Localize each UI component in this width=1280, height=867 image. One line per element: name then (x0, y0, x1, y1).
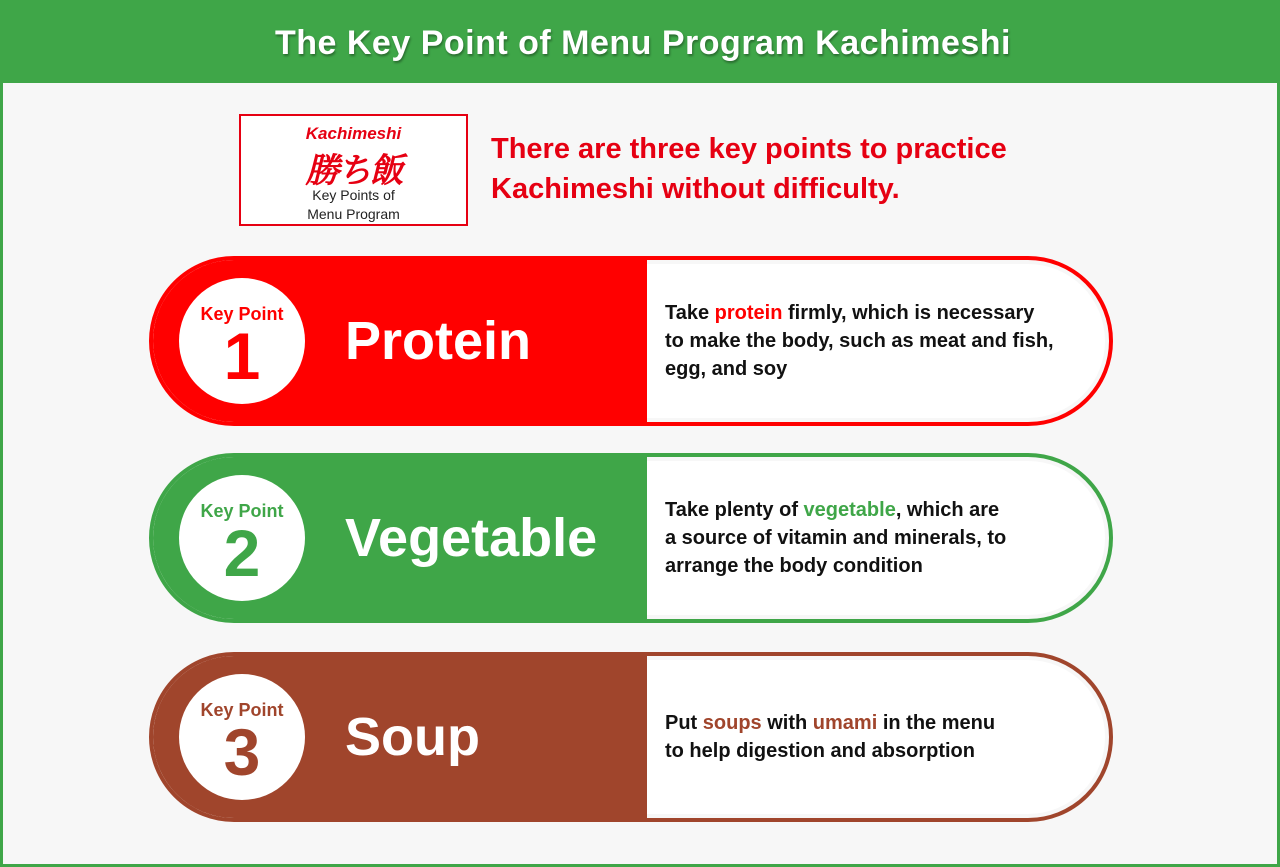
card-description-panel (647, 264, 1105, 418)
intro-line-2: Kachimeshi without difficulty. (491, 173, 900, 205)
intro-text (491, 129, 1111, 209)
badge-label: Key Point (200, 304, 284, 324)
card-description (665, 264, 1089, 418)
logo-romaji: Kachimeshi (305, 124, 402, 143)
card-title: Protein (345, 311, 532, 371)
highlight-word: protein (714, 302, 783, 324)
key-point-badge (179, 475, 305, 601)
intro-line-1: There are three key points to practice (491, 133, 1007, 165)
key-point-card-2 (149, 453, 1113, 623)
kachimeshi-logo (239, 114, 468, 226)
card-description-panel (647, 660, 1105, 814)
key-point-card-3 (149, 652, 1113, 822)
text-segment: with (761, 712, 813, 734)
card-title: Soup (345, 707, 480, 767)
text-segment: Take plenty of (665, 499, 804, 521)
description-line-1 (665, 709, 1089, 737)
card-color-panel (153, 656, 647, 818)
text-segment: in the menu (877, 712, 996, 734)
badge-number: 3 (223, 715, 261, 789)
description-line-3: egg, and soy (665, 358, 788, 380)
text-segment: Put (665, 712, 703, 734)
highlight-word: umami (812, 712, 878, 734)
header-banner (3, 3, 1280, 83)
card-description-panel (647, 461, 1105, 615)
description-line-2: to make the body, such as meat and fish, (665, 330, 1054, 352)
text-segment: , which are (895, 499, 1000, 521)
logo-caption-line-1: Key Points of (312, 187, 395, 203)
description-line-2: a source of vitamin and minerals, to (665, 527, 1007, 549)
badge-number: 1 (223, 319, 261, 393)
description-line-1 (665, 496, 1089, 524)
badge-label: Key Point (200, 501, 284, 521)
text-segment: firmly, which is necessary (782, 302, 1035, 324)
card-title: Vegetable (345, 508, 598, 568)
card-description (665, 660, 1089, 814)
description-line-3: arrange the body condition (665, 555, 923, 577)
card-color-panel (153, 260, 647, 422)
key-point-card-1 (149, 256, 1113, 426)
description-line-2: to help digestion and absorption (665, 740, 975, 762)
highlight-word: soups (702, 712, 762, 734)
card-description (665, 461, 1089, 615)
logo-kanji: 勝ち飯 (305, 151, 402, 191)
card-color-panel (153, 457, 647, 619)
text-segment: Take (665, 302, 715, 324)
key-point-badge (179, 278, 305, 404)
description-line-1 (665, 299, 1089, 327)
badge-label: Key Point (200, 700, 284, 720)
key-point-badge (179, 674, 305, 800)
logo-caption-line-2: Menu Program (307, 206, 400, 222)
highlight-word: vegetable (803, 499, 896, 521)
page-title: The Key Point of Menu Program Kachimeshi (274, 23, 1011, 62)
badge-number: 2 (223, 516, 261, 590)
